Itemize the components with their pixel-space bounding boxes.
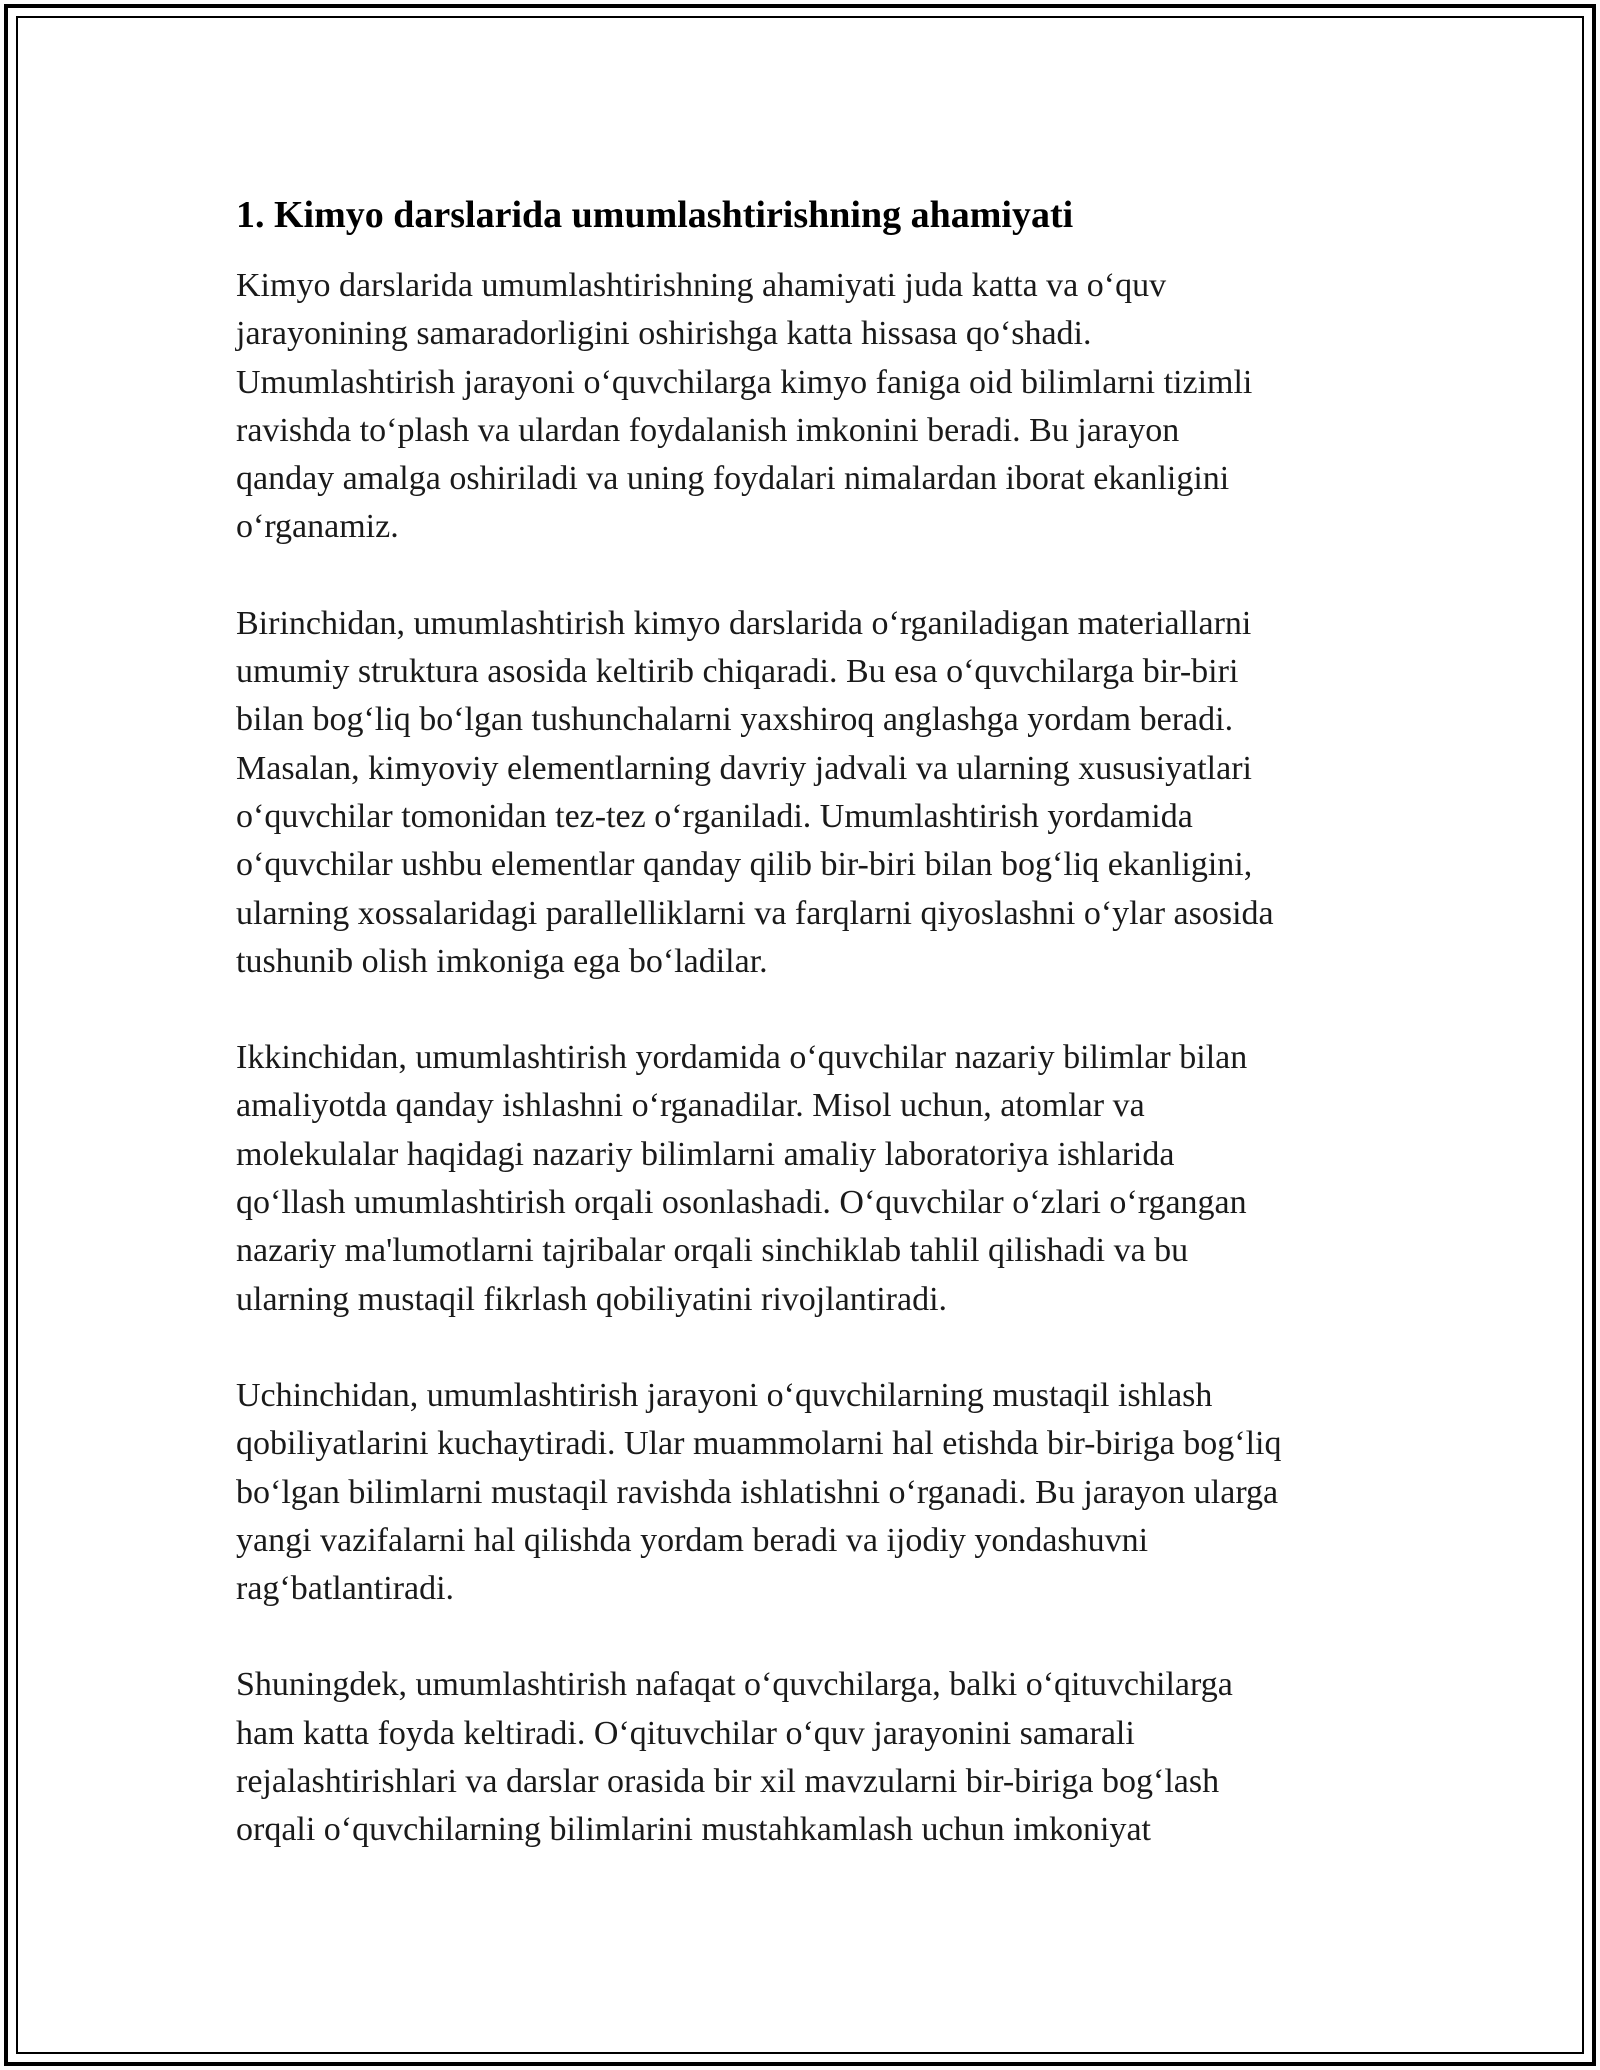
text-line: Masalan, kimyoviy elementlarning davriy jadvali va ularning xususiyatlari <box>236 749 1252 787</box>
text-line: orqali o‘quvchilarning bilimlarini mustahkamlash uchun imkoniyat <box>236 1811 1151 1849</box>
text-line: bilan bog‘liq bo‘lgan tushunchalarni yaxshiroq anglashga yordam beradi. <box>236 701 1234 739</box>
text-line: yangi vazifalarni hal qilishda yordam beradi va ijodiy yondashuvni <box>236 1521 1149 1559</box>
section-heading: 1. Kimyo darslarida umumlashtirishning ahamiyati <box>236 194 1074 236</box>
paragraph-4 <box>236 1372 1386 1613</box>
text-line: nazariy ma'lumotlarni tajribalar orqali sinchiklab tahlil qilishadi va bu <box>236 1232 1189 1270</box>
text-line: Shuningdek, umumlashtirish nafaqat o‘quvchilarga, balki o‘qituvchilarga <box>236 1666 1233 1704</box>
text-line: Uchinchidan, umumlashtirish jarayoni o‘quvchilarning mustaqil ishlash <box>236 1376 1213 1414</box>
text-line: ularning mustaqil fikrlash qobiliyatini rivojlantiradi. <box>236 1280 948 1318</box>
text-line: o‘quvchilar ushbu elementlar qanday qilib bir-biri bilan bog‘liq ekanligini, <box>236 846 1253 884</box>
text-line: rejalashtirishlari va darslar orasida bir xil mavzularni bir-biriga bog‘lash <box>236 1763 1220 1801</box>
text-line: ham katta foyda keltiradi. O‘qituvchilar o‘quv jarayonini samarali <box>236 1714 1135 1752</box>
document-body <box>236 186 1386 1903</box>
text-line: amaliyotda qanday ishlashni o‘rganadilar. Misol uchun, atomlar va <box>236 1087 1145 1125</box>
text-line: rag‘batlantiradi. <box>236 1570 455 1608</box>
text-line: qanday amalga oshiriladi va uning foydalari nimalardan iborat ekanligini <box>236 460 1230 498</box>
text-line: ularning xossalaridagi parallelliklarni va farqlarni qiyoslashni o‘ylar asosida <box>236 894 1274 932</box>
text-line: Umumlashtirish jarayoni o‘quvchilarga kimyo faniga oid bilimlarni tizimli <box>236 363 1253 401</box>
paragraph-1 <box>236 262 1386 552</box>
paragraph-2 <box>236 600 1386 986</box>
text-line: molekulalar haqidagi nazariy bilimlarni amaliy laboratoriya ishlarida <box>236 1135 1175 1173</box>
text-line: o‘rganamiz. <box>236 508 399 546</box>
paragraph-3 <box>236 1034 1386 1324</box>
text-line: tushunib olish imkoniga ega bo‘ladilar. <box>236 942 768 980</box>
text-line: umumiy struktura asosida keltirib chiqaradi. Bu esa o‘quvchilarga bir-biri <box>236 653 1239 691</box>
text-line: qo‘llash umumlashtirish orqali osonlashadi. O‘quvchilar o‘zlari o‘rgangan <box>236 1184 1247 1222</box>
text-line: Birinchidan, umumlashtirish kimyo darslarida o‘rganiladigan materiallarni <box>236 604 1252 642</box>
text-line: bo‘lgan bilimlarni mustaqil ravishda ishlatishni o‘rganadi. Bu jarayon ularga <box>236 1473 1279 1511</box>
text-line: o‘quvchilar tomonidan tez-tez o‘rganiladi. Umumlashtirish yordamida <box>236 797 1193 835</box>
text-line: jarayonining samaradorligini oshirishga katta hissasa qo‘shadi. <box>236 315 1092 353</box>
text-line: Ikkinchidan, umumlashtirish yordamida o‘quvchilar nazariy bilimlar bilan <box>236 1039 1248 1077</box>
text-line: qobiliyatlarini kuchaytiradi. Ular muammolarni hal etishda bir-biriga bog‘liq <box>236 1425 1282 1463</box>
text-line: Kimyo darslarida umumlashtirishning ahamiyati juda katta va o‘quv <box>236 267 1167 304</box>
text-line: ravishda to‘plash va ulardan foydalanish imkonini beradi. Bu jarayon <box>236 411 1180 449</box>
paragraph-5 <box>236 1661 1386 1854</box>
